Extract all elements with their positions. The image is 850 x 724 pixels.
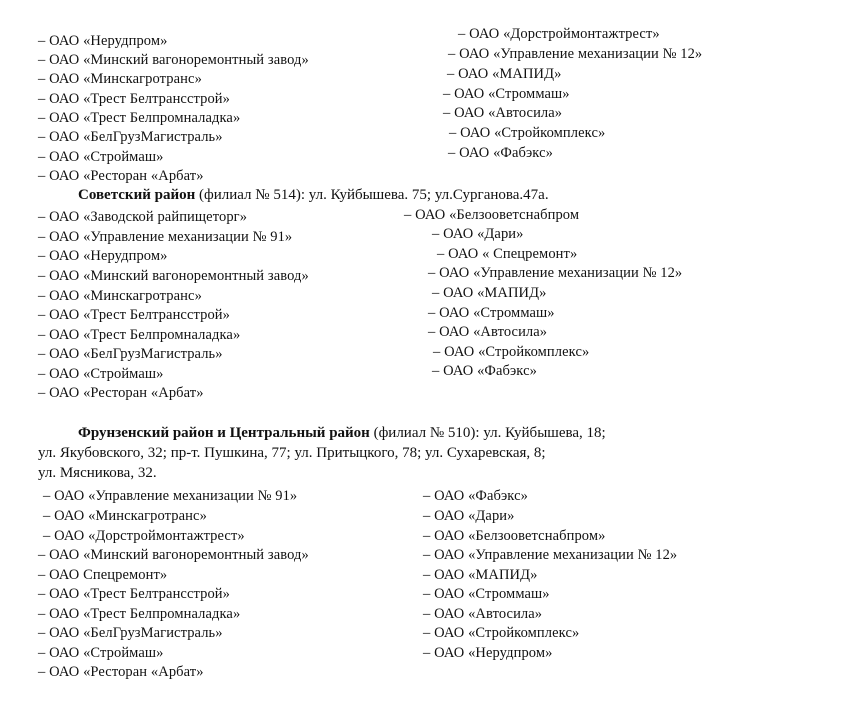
section3-heading [78,423,606,443]
list-item: – ОАО «Белзооветснабпром [404,207,580,223]
list-item: – ОАО «Дорстроймонтажтрест» [43,528,245,544]
list-item: – ОАО «Строймаш» [38,645,164,661]
list-item: – ОАО «Фабэкс» [432,363,537,379]
list-item: – ОАО «БелГрузМагистраль» [38,625,223,641]
list-item: – ОАО «Заводской райпищеторг» [38,209,248,225]
list-item: – ОАО «Трест Белпромналадка» [38,110,241,126]
list-item: – ОАО «Управление механизации № 12» [448,46,703,62]
list-item: – ОАО «Управление механизации № 91» [38,229,293,245]
list-item: – ОАО «БелГрузМагистраль» [38,346,223,362]
address-line: ул. Мясникова, 32. [38,465,157,481]
list-item: – ОАО «Минский вагоноремонтный завод» [38,268,309,284]
list-item: – ОАО «Автосила» [428,324,548,340]
list-item: – ОАО «Дорстроймонтажтрест» [458,26,660,42]
list-item: – ОАО «БелГрузМагистраль» [38,129,223,145]
list-item: – ОАО «Фабэкс» [423,488,528,504]
list-item: – ОАО «Дари» [423,508,515,524]
list-item: – ОАО «Трест Белпромналадка» [38,606,241,622]
branch-address: (филиал № 514): ул. Куйбышева. 75; ул.Сурганова.47а. [195,187,549,203]
list-item: – ОАО «Нерудпром» [423,645,553,661]
list-item: – ОАО «Дари» [432,226,524,242]
list-item: – ОАО «Минскагротранс» [38,71,202,87]
list-item: – ОАО «Стройкомплекс» [433,344,590,360]
list-item: – ОАО «Трест Белтрансстрой» [38,586,231,602]
branch-address: (филиал № 510): ул. Куйбышева, 18; [369,425,606,441]
list-item: – ОАО «Автосила» [443,105,563,121]
list-item: – ОАО «Управление механизации № 91» [43,488,298,504]
address-line: ул. Якубовского, 32; пр-т. Пушкина, 77; ул. Притыцкого, 78; ул. Сухаревская, 8; [38,445,546,461]
list-item: – ОАО « Спецремонт» [437,246,578,262]
list-item: – ОАО «Минскагротранс» [38,288,202,304]
list-item: – ОАО «Строммаш» [443,86,570,102]
list-item: – ОАО «Трест Белтрансстрой» [38,307,231,323]
list-item: – ОАО «Минскагротранс» [43,508,207,524]
district-name: Фрунзенский район и Центральный район [78,425,370,441]
list-item: – ОАО «МАПИД» [447,66,562,82]
list-item: – ОАО «Ресторан «Арбат» [38,168,204,184]
list-item: – ОАО «Строймаш» [38,149,164,165]
list-item: – ОАО Спецремонт» [38,567,168,583]
list-item: – ОАО «Автосила» [423,606,543,622]
section2-heading [78,185,549,205]
list-item: – ОАО «Ресторан «Арбат» [38,664,204,680]
list-item: – ОАО «Минский вагоноремонтный завод» [38,52,309,68]
list-item: – ОАО «МАПИД» [423,567,538,583]
list-item: – ОАО «Управление механизации № 12» [428,265,683,281]
list-item: – ОАО «Нерудпром» [38,33,168,49]
list-item: – ОАО «Минский вагоноремонтный завод» [38,547,309,563]
list-item: – ОАО «Строммаш» [428,305,555,321]
district-name: Советский район [78,187,196,203]
list-item: – ОАО «Фабэкс» [448,145,553,161]
list-item: – ОАО «Стройкомплекс» [423,625,580,641]
list-item: – ОАО «Управление механизации № 12» [423,547,678,563]
list-item: – ОАО «Трест Белпромналадка» [38,327,241,343]
list-item: – ОАО «Трест Белтрансстрой» [38,91,231,107]
list-item: – ОАО «Нерудпром» [38,248,168,264]
list-item: – ОАО «Строммаш» [423,586,550,602]
list-item: – ОАО «Ресторан «Арбат» [38,385,204,401]
list-item: – ОАО «Строймаш» [38,366,164,382]
list-item: – ОАО «МАПИД» [432,285,547,301]
list-item: – ОАО «Стройкомплекс» [449,125,606,141]
list-item: – ОАО «Белзооветснабпром» [423,528,606,544]
